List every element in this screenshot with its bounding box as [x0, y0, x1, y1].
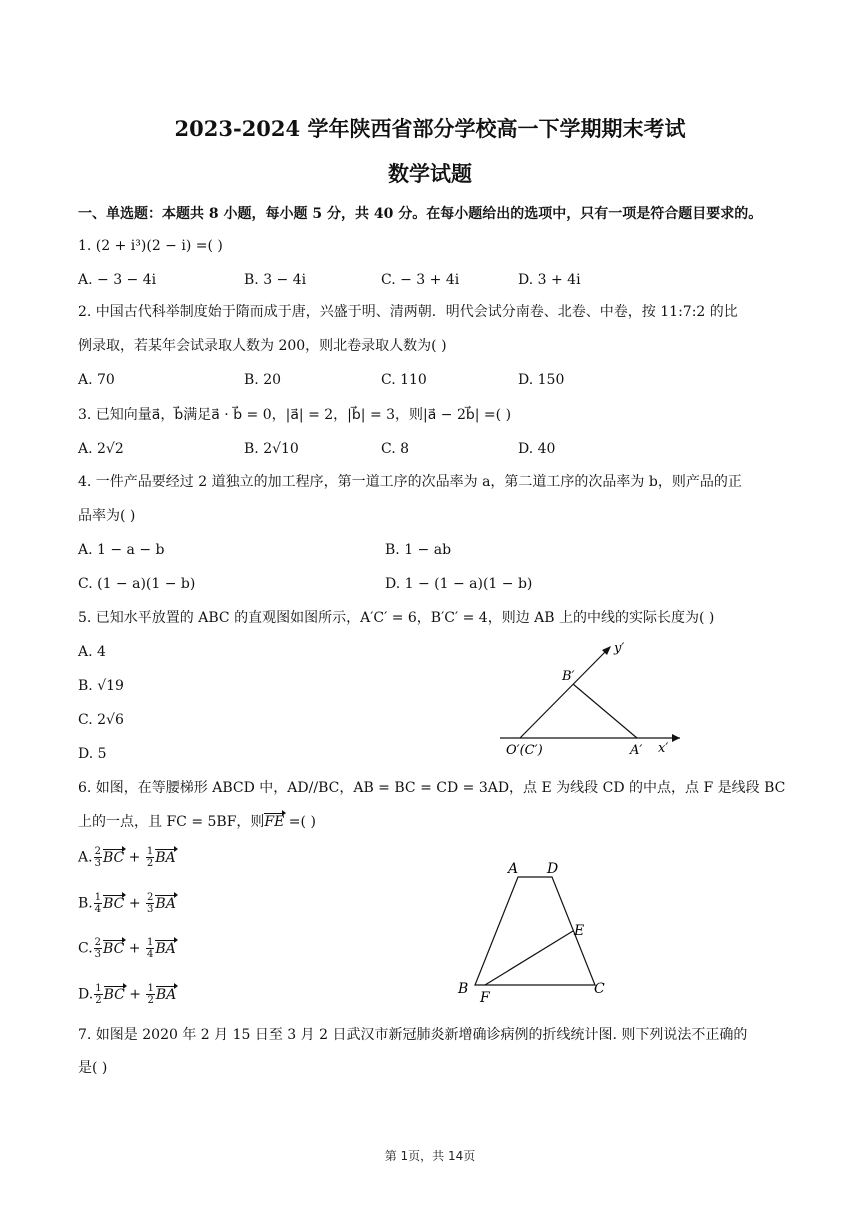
vector-bc: BC: [103, 895, 125, 912]
label-c: C: [594, 981, 605, 997]
label-a: A: [508, 861, 519, 877]
q5-option-d: D. 5: [78, 746, 107, 762]
numerator: 2: [94, 846, 101, 857]
q1-option-a: A. − 3 − 4i: [78, 272, 157, 288]
numerator: 1: [146, 846, 154, 857]
q6-option-b-label: B.: [78, 895, 93, 912]
vector-bc: BC: [102, 849, 125, 866]
q5-option-a: A. 4: [78, 644, 106, 660]
denominator: 4: [146, 949, 154, 960]
label-a-prime: A′: [630, 743, 643, 758]
numerator: 1: [94, 892, 102, 903]
q6-option-a-label: A.: [78, 849, 93, 866]
question-7-stem-line2: 是( ): [78, 1060, 108, 1076]
q4-option-d: D. 1 − (1 − a)(1 − b): [385, 576, 533, 592]
q6-option-c: C. $\frac{2}{3}$ BC + $\frac{1}{4}$ BA: [78, 937, 176, 960]
fraction: [146, 846, 154, 869]
question-4-stem-line1: 4. 一件产品要经过 2 道独立的加工程序，第一道工序的次品率为 a，第二道工序的次品率为 b，则产品的正: [78, 474, 742, 490]
q3-option-c: C. 8: [381, 441, 410, 457]
vector-ba: BA: [155, 849, 176, 866]
question-1-stem: 1. (2 + i³)(2 − i) =( ): [78, 238, 223, 254]
numerator: 1: [147, 983, 154, 994]
q1-option-c: C. − 3 + 4i: [381, 272, 460, 288]
vector-ba: BA: [155, 940, 176, 957]
vector-bc: BC: [103, 986, 125, 1003]
vector-bc: BC: [103, 940, 125, 957]
vector-ba: BA: [155, 895, 176, 912]
question-5-stem: 5. 已知水平放置的 ABC 的直观图如图所示，A′C′ = 6，B′C′ = 4，则边 AB 上的中线的实际长度为( ): [78, 610, 715, 626]
fraction: [94, 846, 102, 869]
q6-stem-post: =( ): [284, 814, 316, 830]
q1-option-d: D. 3 + 4i: [518, 272, 581, 288]
question-6-stem-line1: 6. 如图，在等腰梯形 ABCD 中，AD//BC，AB = BC = CD = 3AD，点 E 为线段 CD 的中点，点 F 是线段 BC: [78, 780, 786, 796]
page-footer: 第 1页，共 14页: [384, 1149, 476, 1163]
label-origin: O′(C′): [506, 743, 543, 758]
segment-b-a: [573, 684, 637, 738]
question-7-stem-line1: 7. 如图是 2020 年 2 月 15 日至 3 月 2 日武汉市新冠肺炎新增确诊病例的折线统计图. 则下列说法不正确的: [78, 1027, 748, 1043]
q3-option-a: A. 2√2: [78, 441, 124, 457]
label-b-prime: B′: [562, 669, 575, 684]
q6-trapezoid-figure: [450, 855, 620, 1010]
q6-stem-pre: 上的一点，且 FC = 5BF，则: [78, 814, 265, 830]
label-b: B: [458, 981, 469, 997]
q1-option-b: B. 3 − 4i: [244, 272, 307, 288]
fraction: [94, 937, 102, 960]
y-axis-line: [520, 649, 608, 738]
question-2-stem-line2: 例录取，若某年会试录取人数为 200，则北卷录取人数为( ): [78, 338, 447, 354]
q6-option-b: B. $\frac{1}{4}$ BC + $\frac{2}{3}$ BA: [78, 892, 176, 915]
denominator: 2: [95, 995, 102, 1006]
q5-option-c: C. 2√6: [78, 712, 124, 728]
denominator: 3: [94, 949, 102, 960]
segment-f-e: [485, 931, 573, 985]
label-x-prime: x′: [658, 741, 669, 756]
vector-fe: FE: [264, 814, 285, 830]
question-6-stem-line2: [78, 812, 316, 832]
question-4-stem-line2: 品率为( ): [78, 508, 136, 524]
q2-option-b: B. 20: [244, 372, 282, 388]
q4-option-b: B. 1 − ab: [385, 542, 452, 558]
q2-option-a: A. 70: [78, 372, 115, 388]
q6-option-d: D. $\frac{1}{2}$ BC + $\frac{1}{2}$ BA: [78, 983, 177, 1006]
vector-ba: BA: [155, 986, 177, 1003]
fraction: [94, 983, 102, 1006]
question-3-stem: 3. 已知向量a⃗，b⃗满足a⃗ · b⃗ = 0，|a⃗| = 2，|b⃗| = 3，则|a⃗ − 2b⃗| =( ): [78, 407, 512, 423]
label-y-prime: y′: [614, 641, 625, 656]
q4-option-c: C. (1 − a)(1 − b): [78, 576, 196, 592]
denominator: 2: [146, 858, 154, 869]
numerator: 2: [147, 892, 154, 903]
q5-option-b: B. √19: [78, 678, 124, 694]
fraction: [146, 983, 154, 1006]
q6-option-d-label: D.: [78, 986, 94, 1003]
q2-option-d: D. 150: [518, 372, 565, 388]
q5-oblique-figure: [480, 638, 690, 763]
q4-option-a: A. 1 − a − b: [78, 542, 165, 558]
label-f: F: [480, 990, 490, 1006]
numerator: 1: [146, 937, 154, 948]
fraction: [94, 892, 102, 915]
q6-option-c-label: C.: [78, 940, 93, 957]
label-d: D: [547, 861, 559, 877]
denominator: 3: [147, 904, 154, 915]
q3-option-b: B. 2√10: [244, 441, 299, 457]
x-axis-arrow: [672, 734, 680, 742]
denominator: 2: [147, 995, 154, 1006]
label-e: E: [574, 923, 585, 939]
numerator: 2: [94, 937, 102, 948]
section-heading: 一、单选题：本题共 8 小题，每小题 5 分，共 40 分。在每小题给出的选项中，只有一项是符合题目要求的。: [78, 206, 763, 222]
q2-option-c: C. 110: [381, 372, 427, 388]
denominator: 3: [94, 858, 101, 869]
numerator: 1: [95, 983, 102, 994]
exam-title: 2023-2024 学年陕西省部分学校高一下学期期末考试: [174, 116, 686, 141]
question-2-stem-line1: 2. 中国古代科举制度始于隋而成于唐，兴盛于明、清两朝．明代会试分南卷、北卷、中卷，按 11:7:2 的比: [78, 304, 738, 320]
q3-option-d: D. 40: [518, 441, 556, 457]
fraction: [146, 937, 154, 960]
q6-option-a: A. $\frac{2}{3}$ BC + $\frac{1}{2}$ BA: [78, 846, 176, 869]
fraction: [146, 892, 154, 915]
denominator: 4: [94, 904, 102, 915]
exam-subtitle: 数学试题: [388, 161, 472, 186]
